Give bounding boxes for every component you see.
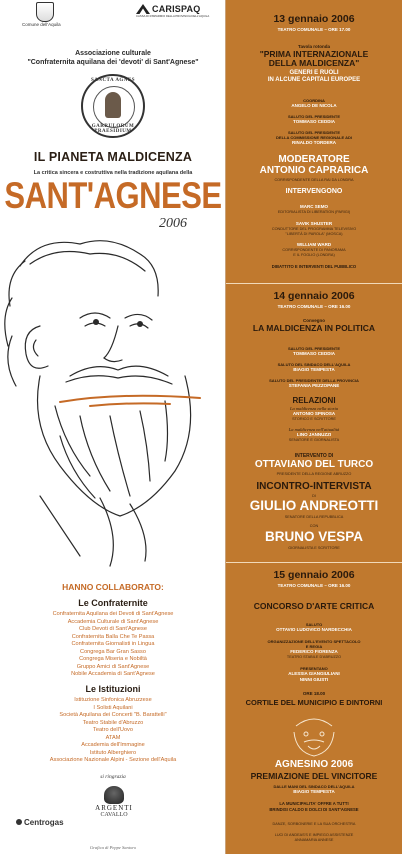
- p1-speaker2: SAVIK SHUSTER: [295, 221, 333, 226]
- argenti-logo: [84, 786, 144, 818]
- p1-speaker3: WILLIAM WARD: [296, 242, 332, 247]
- p2-host: BRUNO VESPA: [264, 529, 363, 544]
- p1-speaker1-desc: EDITORIALISTA DI LIBERATION (PARIGI): [277, 210, 351, 214]
- assoc-line1: Associazione culturale: [75, 50, 151, 57]
- list-item: Istituto Alberghiero: [89, 749, 137, 756]
- p2-host-desc: GIORNALISTA E SCRITTORE: [288, 546, 340, 550]
- centrogas-name: Centrogas: [24, 818, 64, 827]
- list-item: Accademia Culturale di Sant'Agnese: [67, 618, 159, 625]
- p3-name1: OTTAVIO LUDOVICO NARDECCHIA: [276, 627, 352, 632]
- pianeta-title: IL PIANETA MALDICENZA: [33, 150, 193, 164]
- p2-intervento-desc: PRESIDENTE DELLA REGIONE ABRUZZO: [276, 472, 352, 476]
- p1-title2: DELLA MALDICENZA": [268, 58, 360, 68]
- p3-name2: FEDERICO FIORENZA: [290, 649, 338, 654]
- p2-role1: SALUTO DEL PRESIDENTE: [287, 346, 341, 351]
- p3-role3: PRESENTANO: [300, 666, 328, 671]
- list-item: Congrega Miseria e Nobiltà: [79, 656, 147, 662]
- pianeta-subtitle: La critica sincera e costruttiva nella tradizione aquilana della: [33, 170, 193, 176]
- p3-sindaco: BIAGIO TEMPESTA: [293, 789, 335, 794]
- program-column: [226, 0, 402, 854]
- p2-name3: STEFANIA PEZZOPANE: [288, 383, 340, 388]
- p2-role2: SALUTO DEL SINDACO DELL'AQUILA: [277, 362, 351, 367]
- p2-di: DI: [312, 494, 316, 498]
- list-item: Confraternita Balla Che Te Passa: [71, 633, 155, 640]
- sant-agnese-title: SANT'AGNESE: [4, 174, 222, 217]
- p1-intervengono: INTERVENGONO: [285, 188, 343, 195]
- p3-date: 15 gennaio 2006: [273, 569, 355, 581]
- p2-rel1-title: La maldicenza nella storia: [289, 406, 339, 411]
- grafica-credit: Grafica di Peppe Santoro: [89, 845, 137, 850]
- istituzioni-list: [0, 697, 226, 765]
- p3-agnesino: AGNESINO 2006: [274, 759, 354, 770]
- list-item: Accademia dell'Immagine: [81, 742, 145, 748]
- horse-head-icon: [104, 786, 124, 804]
- istituzioni-title: Le Istituzioni: [85, 684, 141, 694]
- p3-ore: ORE 18.00: [302, 691, 326, 696]
- p2-kicker: Convegno: [303, 318, 325, 323]
- carispaq-mark-icon: [136, 4, 150, 14]
- p2-date: 14 gennaio 2006: [273, 290, 355, 302]
- p3-name3a: ALESSIA GIANGIULIANI: [288, 671, 340, 676]
- list-item: Associazione Nazionale Alpini - Sezione dell'Aquila: [49, 757, 177, 763]
- p1-time: TEATRO COMUNALE – ORE 17.00: [277, 27, 351, 32]
- carispaq-name: CARISPAQ: [152, 4, 201, 14]
- p2-title: LA MALDICENZA IN POLITICA: [252, 323, 376, 333]
- p2-name1: TOMMASO CEDDIA: [293, 351, 335, 356]
- panel-divider: [226, 283, 402, 284]
- p3-luci: LUCI DI ANDEAS'S E IMPIEGO ASSISTENZE: [274, 833, 354, 837]
- p1-kicker: Tavola rotonda: [298, 44, 330, 49]
- p3-name2-desc: TEATRO STABILE D'ABRUZZO: [286, 655, 342, 659]
- p3-offre1: LA MUNICIPALITA' OFFRE A TUTTI: [279, 801, 349, 806]
- saint-figure-icon: [105, 92, 121, 118]
- p2-relazioni: RELAZIONI: [292, 396, 336, 405]
- list-item: Nobile Accademia di Sant'Agnese: [71, 671, 155, 677]
- p1-name1: ANGELO DE NICOLA: [291, 103, 337, 108]
- confraternite-title: Le Confraternite: [78, 598, 148, 608]
- list-item: Congrega Bar Gran Sasso: [80, 648, 146, 655]
- list-item: ATAM: [105, 734, 121, 741]
- sant-agnese-seal: [81, 74, 145, 138]
- p1-moderator-name: ANTONIO CAPRARICA: [259, 165, 369, 176]
- p1-name3: RINALDO TORDERA: [292, 140, 336, 145]
- list-item: Gruppo Amici di Sant'Agnese: [76, 663, 150, 670]
- list-item: Confraternita Giornalisti in Lingua: [71, 641, 155, 647]
- p1-sub1: GENERI E RUOLI: [289, 70, 339, 76]
- p3-name3b: NINNI GIUSTI: [299, 677, 329, 682]
- p3-luci2: ANNAMARIA ANNESE: [294, 838, 334, 842]
- p2-rel1-desc: STORICO E SCRITTORE: [292, 417, 336, 421]
- p2-time: TEATRO COMUNALE – ORE 16.00: [277, 304, 351, 309]
- seal-top-text: SANCTA AGNES: [90, 78, 136, 83]
- p1-name2: TOMMASO CEDDIA: [293, 119, 335, 124]
- p3-role2b: E REGIA: [305, 644, 323, 649]
- centrogas-mark-icon: [16, 819, 22, 825]
- confraternite-list: [0, 611, 226, 679]
- p2-role3: SALUTO DEL PRESIDENTE DELLA PROVINCIA: [269, 378, 359, 383]
- list-item: Teatro Stabile d'Abruzzo: [82, 719, 144, 726]
- p2-guest-desc: SENATORE DELLA REPUBBLICA: [284, 515, 344, 519]
- carispaq-sub: CASSA DI RISPARMIO DELLA PROVINCIA DELL'AQUILA: [136, 14, 210, 18]
- comune-logo: [22, 2, 61, 27]
- p3-cortile: CORTILE DEL MUNICIPIO E DINTORNI: [245, 698, 383, 707]
- p2-rel2-name: LINO JANNUZZI: [296, 432, 332, 437]
- p1-role2: SALUTO DEL PRESIDENTE: [287, 114, 341, 119]
- city-crest-icon: [36, 2, 54, 22]
- collab-title: HANNO COLLABORATO:: [62, 582, 164, 592]
- p2-rel2-title: La maldicenza nell'attualità: [288, 427, 340, 432]
- year-label: 2006: [159, 216, 187, 231]
- p1-moderator-desc: CORRISPONDENTE DELLA RAI DA LONDRA: [274, 178, 354, 182]
- p2-intervento-name: OTTAVIANO DEL TURCO: [254, 459, 374, 470]
- p1-role1: COORDINA: [303, 98, 325, 103]
- p3-offre2: BRINDISI CALDO E DOLCI DI SANT'AGNESE: [269, 807, 359, 812]
- p2-rel1-name: ANTONIO SPINOSA: [292, 411, 336, 416]
- p2-rel2-desc: SENATORE E GIORNALISTA: [288, 438, 340, 442]
- p1-date: 13 gennaio 2006: [273, 13, 355, 25]
- p3-role1: SALUTO: [305, 622, 323, 627]
- p3-premiazione: PREMIAZIONE DEL VINCITORE: [250, 771, 378, 781]
- p2-intervento-label: INTERVENTO DI: [294, 453, 334, 459]
- list-item: Istituzione Sinfonica Abruzzese: [74, 697, 152, 703]
- p3-banda: DANZE, SORBONERIE E LA SUA ORCHESTRA: [272, 822, 356, 826]
- p1-role3a: SALUTO DEL PRESIDENTE: [287, 130, 341, 135]
- p1-role3b: DELLA COMMISSIONE REGIONALE ADI: [276, 135, 352, 140]
- p1-speaker3-desc1: CORRISPONDENTE DI PANORAMA: [282, 248, 346, 252]
- list-item: Teatro dell'Uovo: [93, 727, 133, 733]
- carispaq-logo: [136, 4, 222, 18]
- ringrazia-label: si ringrazia: [100, 774, 126, 780]
- p3-title: CONCORSO D'ARTE CRITICA: [253, 601, 375, 611]
- list-item: Club Devoti di Sant'Agnese: [79, 626, 147, 632]
- p1-speaker2-desc1: CONDUTTORE DEL PROGRAMMA TELEVISIVO: [271, 227, 357, 231]
- list-item: Confraternita Aquilana dei Devoti di Sant'Agnese: [52, 611, 174, 617]
- list-item: Società Aquilana dei Concerti "B. Barattelli": [59, 712, 167, 718]
- p1-speaker2-desc2: "LIBERTÀ DI PAROLA" (MOSCA): [285, 232, 343, 236]
- p1-sub2: IN ALCUNE CAPITALI EUROPEE: [267, 77, 361, 83]
- p2-incontro: INCONTRO-INTERVISTA: [256, 481, 372, 492]
- p1-dibattito: DIBATTITO E INTERVENTI DEL PUBBLICO: [271, 264, 357, 269]
- seal-bottom-text: GARRULORUM PRAESIDIUM: [91, 124, 135, 134]
- cavallo-name: CAVALLO: [100, 812, 128, 818]
- assoc-line2: "Confraternita aquilana dei 'devoti' di Sant'Agnese": [27, 59, 199, 66]
- agnesino-sketch-icon: [286, 712, 342, 758]
- p1-speaker1: MARC SEMO: [300, 204, 328, 209]
- p3-time: TEATRO COMUNALE – ORE 16.00: [277, 583, 351, 588]
- panel-divider: [226, 562, 402, 563]
- p2-name2: BIAGIO TEMPESTA: [293, 367, 335, 372]
- p2-guest: GIULIO ANDREOTTI: [249, 498, 379, 513]
- comune-label: Comune dell'Aquila: [22, 22, 61, 27]
- centrogas-logo: [16, 818, 64, 827]
- p3-mani: DALLE MANI DEL SINDACO DELL'AQUILA: [273, 784, 355, 789]
- p2-con: CON: [309, 524, 319, 528]
- p3-role2: ORGANIZZAZIONE DELL'EVENTO SPETTACOLO: [267, 639, 361, 644]
- p1-speaker3-desc2: E IL FOGLIO (LONDRA): [293, 253, 335, 257]
- p1-title1: "PRIMA INTERNAZIONALE: [259, 49, 369, 59]
- argenti-name: ARGENTI: [95, 804, 133, 812]
- list-item: I Solisti Aquilani: [93, 704, 133, 711]
- p1-moderator-label: MODERATORE: [278, 154, 350, 165]
- bearded-face-sketch: [0, 236, 226, 576]
